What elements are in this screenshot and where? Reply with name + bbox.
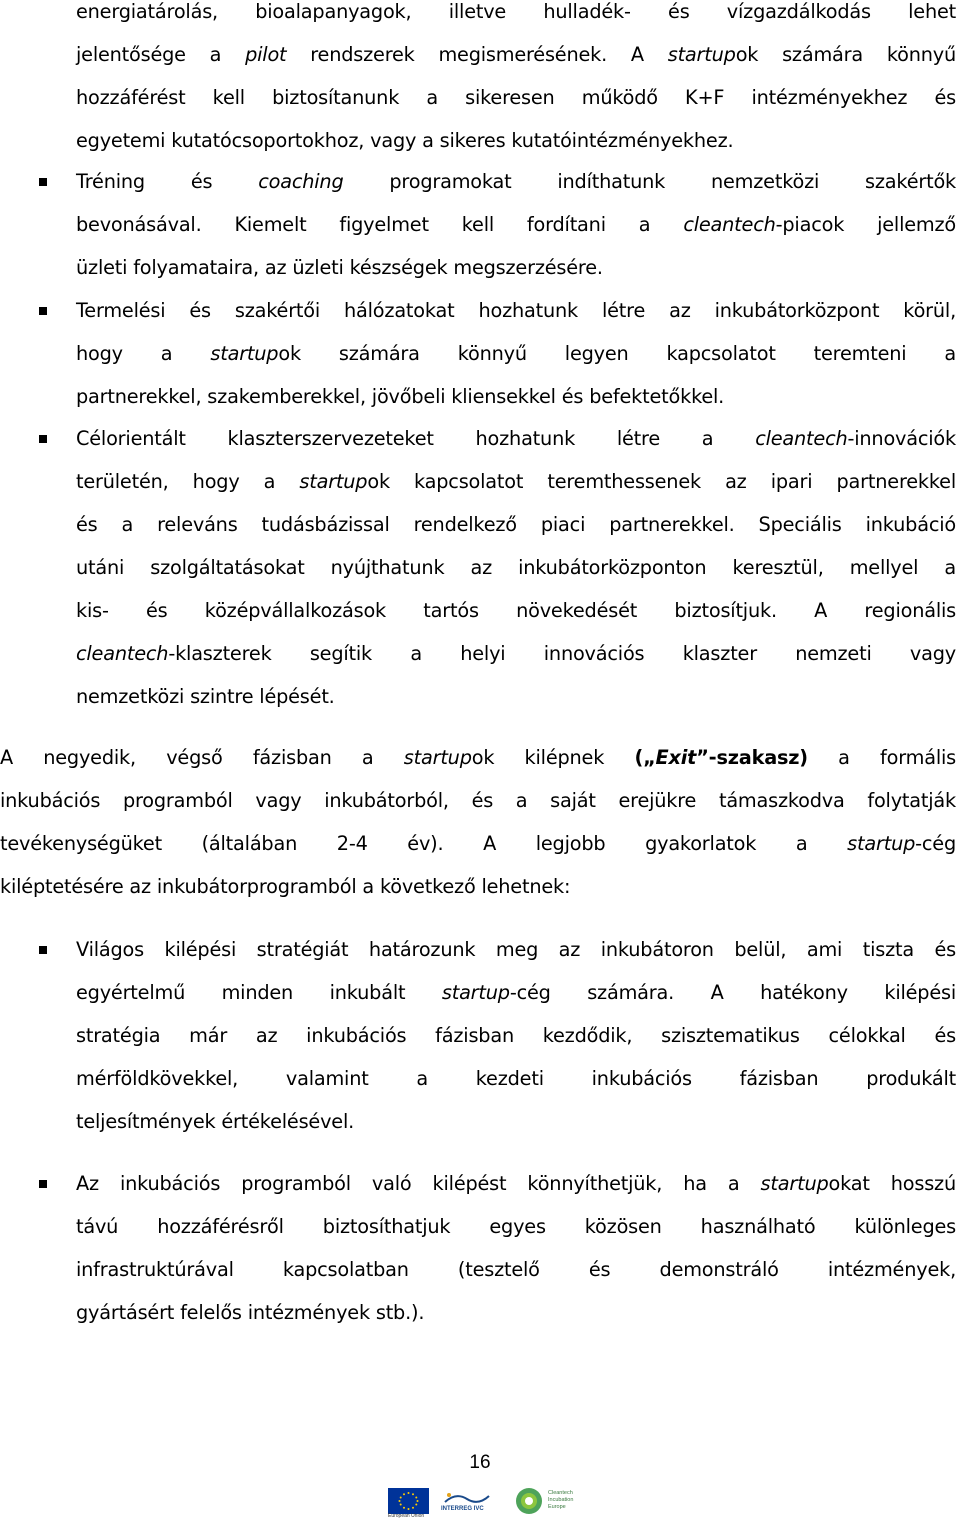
cie-line-2: Incubation (548, 1497, 574, 1503)
text-line: Termelési és szakértői hálózatokat hozhatunk létre az inkubátorközpont körül, (76, 299, 956, 322)
text-line: távú hozzáférésről biztosíthatjuk egyes közösen használható különleges (76, 1215, 956, 1238)
cleantech-incubation-label (548, 1490, 573, 1511)
bullet-item (76, 928, 956, 1143)
text-paragraph (0, 736, 956, 908)
text-line: stratégia már az inkubációs fázisban kezdődik, szisztematikus célokkal és (76, 1024, 956, 1047)
text-line: Világos kilépési stratégiát határozunk meg az inkubátoron belül, ami tiszta és (76, 938, 956, 961)
text-line: Az inkubációs programból való kilépést könnyíthetjük, ha a startupokat hosszú (76, 1172, 956, 1195)
bullet-item (76, 417, 956, 718)
text-line: egyértelmű minden inkubált startup-cég számára. A hatékony kilépési (76, 981, 957, 1004)
text-line: és a releváns tudásbázissal rendelkező piaci partnerekkel. Speciális inkubáció (76, 513, 956, 536)
text-paragraph (76, 0, 956, 162)
bullet-square-icon (39, 435, 47, 443)
interreg-logo (441, 1490, 491, 1514)
text-line: kiléptetésére az inkubátorprogramból a következő lehetnek: (0, 875, 571, 898)
bullet-item (76, 1162, 956, 1334)
bullet-square-icon (39, 178, 47, 186)
text-line: kis- és középvállalkozások tartós növekedését biztosítjuk. A regionális (76, 599, 956, 622)
text-line: jelentősége a pilot rendszerek megismerésének. A startupok számára könnyű (76, 43, 956, 66)
text-line: partnerekkel, szakemberekkel, jövőbeli kliensekkel és befektetőkkel. (76, 385, 725, 408)
eu-flag-logo (388, 1488, 429, 1514)
text-line: energiatárolás, bioalapanyagok, illetve hulladék- és vízgazdálkodás lehet (76, 0, 956, 23)
text-line: hozzáférést kell biztosítanunk a sikeresen működő K+F intézményekhez és (76, 86, 956, 109)
text-line: gyártásért felelős intézmények stb.). (76, 1301, 425, 1324)
text-line: A negyedik, végső fázisban a startupok kilépnek („Exit”-szakasz) a formális (0, 746, 956, 769)
text-line: cleantech-klaszterek segítik a helyi innovációs klaszter nemzeti vagy (76, 642, 956, 665)
text-line: Célorientált klaszterszervezeteket hozhatunk létre a cleantech-innovációk (76, 427, 956, 450)
cie-line-1: Cleantech (548, 1490, 573, 1496)
text-line: területén, hogy a startupok kapcsolatot teremthessenek az ipari partnerekkel (76, 470, 956, 493)
bullet-item (76, 289, 956, 418)
text-line: nemzetközi szintre lépését. (76, 685, 335, 708)
cie-line-3: Europe (548, 1504, 566, 1510)
text-line: bevonásával. Kiemelt figyelmet kell fordítani a cleantech-piacok jellemző (76, 213, 956, 236)
text-line: utáni szolgáltatásokat nyújthatunk az inkubátorközponton keresztül, mellyel a (76, 556, 956, 579)
bullet-square-icon (39, 946, 47, 954)
eu-caption: European Union (388, 1513, 425, 1519)
text-line: teljesítmények értékelésével. (76, 1110, 355, 1133)
text-line: mérföldkövekkel, valamint a kezdeti inkubációs fázisban produkált (76, 1067, 956, 1090)
text-line: inkubációs programból vagy inkubátorból, és a saját erejükre támaszkodva folytatják (0, 789, 956, 812)
interreg-label: INTERREG IVC (441, 1506, 484, 1512)
bullet-square-icon (39, 1180, 47, 1188)
text-line: egyetemi kutatócsoportokhoz, vagy a sikeres kutatóintézményekhez. (76, 129, 734, 152)
bullet-square-icon (39, 307, 47, 315)
text-line: hogy a startupok számára könnyű legyen kapcsolatot teremteni a (76, 342, 956, 365)
text-line: tevékenységüket (általában 2-4 év). A legjobb gyakorlatok a startup-cég (0, 832, 956, 855)
text-line: üzleti folyamataira, az üzleti készségek megszerzésére. (76, 256, 603, 279)
cleantech-incubation-logo (516, 1488, 542, 1514)
page-number: 16 (469, 1452, 491, 1473)
bullet-item (76, 160, 956, 289)
text-line: infrastruktúrával kapcsolatban (tesztelő és demonstráló intézmények, (76, 1258, 956, 1281)
text-line: Tréning és coaching programokat indíthatunk nemzetközi szakértők (76, 170, 957, 193)
